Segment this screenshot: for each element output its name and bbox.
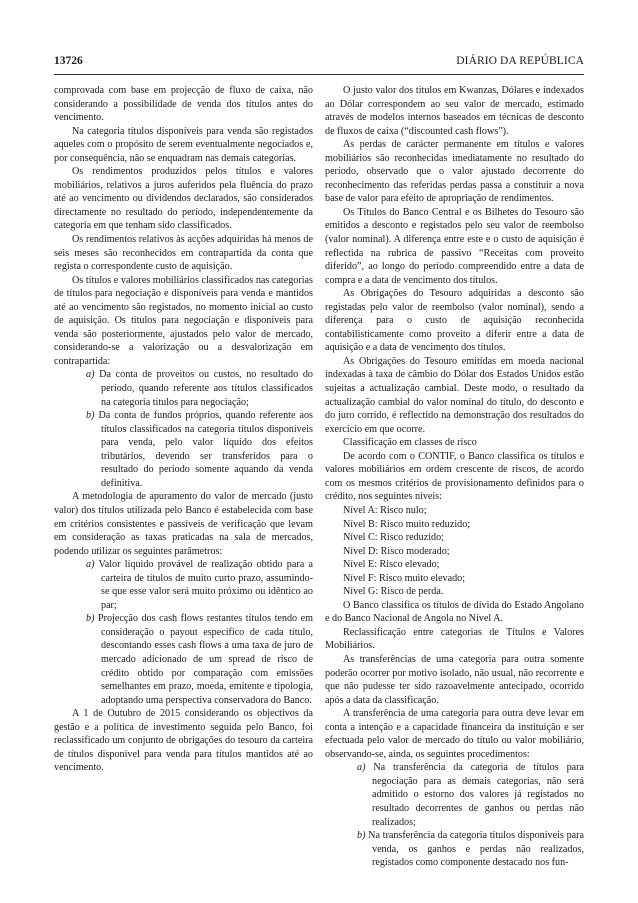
list-item-letter: a)	[357, 762, 366, 774]
left-column	[54, 84, 313, 775]
page-number: 13726	[54, 55, 83, 67]
paragraph: Os rendimentos relativos às acções adquiridas há menos de seis meses são reconhecidos em contrapartida da conta que regista o correspondente custo de aquisição.	[54, 234, 313, 273]
risk-level-line: Nível E: Risco elevado;	[343, 559, 440, 571]
paragraph: Os títulos e valores mobiliários classificados nas categorias de títulos para negociação e disponíveis para venda e mantidos até ao vencimento são registados, no momento inicial ao custo de aquisição. Os títulos para negociação e disponíveis para venda são posteriormente, ajustados pelo valor de mercado, considerando-se a valorização ou a desvalorização em contrapartida:	[54, 274, 313, 367]
list-item-letter: a)	[86, 559, 95, 571]
list-item	[54, 612, 313, 707]
risk-level-line: Nível B: Risco muito reduzido;	[343, 518, 471, 530]
paragraph: A metodologia de apuramento do valor de mercado (justo valor) dos títulos utilizada pelo Banco é estabelecida com base em critérios consistentes e passíveis de verificação que levam em consideração as taxas praticadas na sala de mercados, podendo utilizar os seguintes parâmetros:	[54, 491, 313, 557]
list-item	[325, 829, 584, 870]
paragraph: comprovada com base em projecção de fluxo de caixa, não considerando a possibilidade de venda dos títulos antes do vencimento.	[54, 85, 313, 124]
list-item-text: Valor líquido provável de realização obtido para a carteira de títulos de muito curto prazo, assumindo-se que esse valor será muito próximo ou idêntico ao par;	[94, 559, 313, 611]
list-item	[54, 558, 313, 612]
list-item-text: Projecção dos cash flows restantes títulos tendo em consideração o payout específico de cada título, descontando esses cash flows a uma taxa de juro de mercado adicionado de um spread de risco de crédito obtido por comparação com emissões semelhantes em prazo, moeda, emitente e tipologia, adoptando uma perspectiva conservadora do Banco.	[94, 613, 313, 706]
list-item	[325, 761, 584, 829]
header-rule	[54, 74, 584, 75]
risk-level-line: Nível G: Risco de perda.	[343, 586, 444, 598]
paragraph: O Banco classifica os títulos de dívida do Estado Angolano e do Banco Nacional de Angola no Nível A.	[325, 599, 584, 625]
paragraph: Os Títulos do Banco Central e os Bilhetes do Tesouro são emitidos a desconto e registados pelo seu valor de reembolso (valor nominal). A diferença entre este e o custo de aquisição é reflectida na rubrica de passivo “Receitas com proveito diferido”, ao longo do período compreendido entre a data de compra e a data de vencimento dos títulos.	[325, 206, 584, 286]
list-item-text: Na transferência da categoria de títulos para negociação para as demais categorias, não será admitido o estorno dos valores já registados no resultado decorrentes de ganhos ou perdas não realizados;	[365, 762, 584, 828]
paragraph: As perdas de carácter permanente em títulos e valores mobiliários são reconhecidas imediatamente no resultado do período, observado que o valor ajustado decorrente do reconhecimento das referidas perdas passa a constituir a nova base de valor para efeito de apropriação de rendimentos.	[325, 139, 584, 205]
list-item-text: Na transferência da categoria títulos disponíveis para venda, os ganhos e perdas não realizados, registados como componente destacado nos fun-	[365, 830, 584, 869]
page-header	[54, 55, 584, 71]
paragraph: Os rendimentos produzidos pelos títulos e valores mobiliários, relativos a juros auferidos pela fluência do prazo até ao vencimento ou dividendos declarados, são considerados directamente no resultado do período, independentemente da categoria em que tenham sido classificados.	[54, 166, 313, 232]
paragraph: A transferência de uma categoria para outra deve levar em conta a intenção e a capacidade financeira da instituição e ser efectuada pelo valor de mercado do título ou valor mobiliário, observando-se, ainda, os seguintes procedimentos:	[325, 708, 584, 760]
risk-level-line: Nível F: Risco muito elevado;	[343, 572, 466, 584]
list-item-letter: b)	[86, 613, 95, 625]
risk-level-line: Nível D: Risco moderado;	[343, 545, 450, 557]
list-item-letter: a)	[86, 369, 95, 381]
paragraph: As Obrigações do Tesouro adquiridas a desconto são registadas pelo valor de reembolso (valor nominal), sendo a diferença para o custo de aquisição reconhecida contabilisticamente como proveito a diferir entre a data de aquisição e a data de vencimento dos títulos.	[325, 288, 584, 354]
list-item	[54, 409, 313, 490]
list-item-letter: b)	[357, 830, 366, 842]
list-item-text: Da conta de proveitos ou custos, no resultado do período, quando referente aos títulos classificados na categoria títulos para negociação;	[94, 369, 313, 408]
risk-level-line: Nível C: Risco reduzido;	[343, 532, 444, 544]
paragraph: Reclassificação entre categorias de Títulos e Valores Mobiliários.	[325, 626, 584, 652]
paragraph: As transferências de uma categoria para outra somente poderão ocorrer por motivo isolado, não usual, não recorrente e que não pudesse ter sido razoavelmente antecipado, ocorrido após a data da classificação.	[325, 653, 584, 706]
paragraph: Classificação em classes de risco	[343, 437, 477, 449]
list-item-letter: b)	[86, 410, 95, 422]
list-item	[54, 368, 313, 409]
paragraph: Na categoria títulos disponíveis para venda são registados aqueles com o propósito de serem eventualmente negociados e, por consequência, não se enquadram nas demais categorias.	[54, 125, 313, 164]
paragraph: O justo valor dos títulos em Kwanzas, Dólares e indexados ao Dólar correspondem ao seu valor de mercado, estimado através de modelos internos baseados em técnicas de desconto de fluxos de caixa (“discounted cash flows”).	[325, 85, 584, 137]
risk-level-line: Nível A: Risco nulo;	[343, 504, 427, 516]
publication-title: DIÁRIO DA REPÚBLICA	[456, 55, 584, 67]
paragraph: De acordo com o CONTIF, o Banco classifica os títulos e valores mobiliários em ordem crescente de riscos, de acordo com os mesmos critérios de provisionamento definidos para o crédito, nos seguintes níveis:	[325, 450, 584, 503]
list-item-text: Da conta de fundos próprios, quando referente aos títulos classificados na categoria títulos disponíveis para venda, pelo valor líquido dos efeitos tributários, devendo ser transferidos para o resultado do período somente aquando da venda definitiva.	[94, 410, 313, 489]
right-column	[325, 84, 584, 870]
paragraph: A 1 de Outubro de 2015 considerando os objectivos da gestão e a política de investimento seguida pelo Banco, foi reclassificado um conjunto de obrigações do tesouro da carteira de títulos disponível para venda para títulos mantidos até ao vencimento.	[54, 708, 313, 774]
paragraph: As Obrigações do Tesouro emitidas em moeda nacional indexadas à taxa de câmbio do Dólar dos Estados Unidos estão sujeitas a actualização cambial. Deste modo, o resultado da actualização cambial do valor nominal do título, do desconto e do juro corrido, é reflectido na demonstração dos resultados do exercício em que ocorre.	[325, 355, 584, 435]
